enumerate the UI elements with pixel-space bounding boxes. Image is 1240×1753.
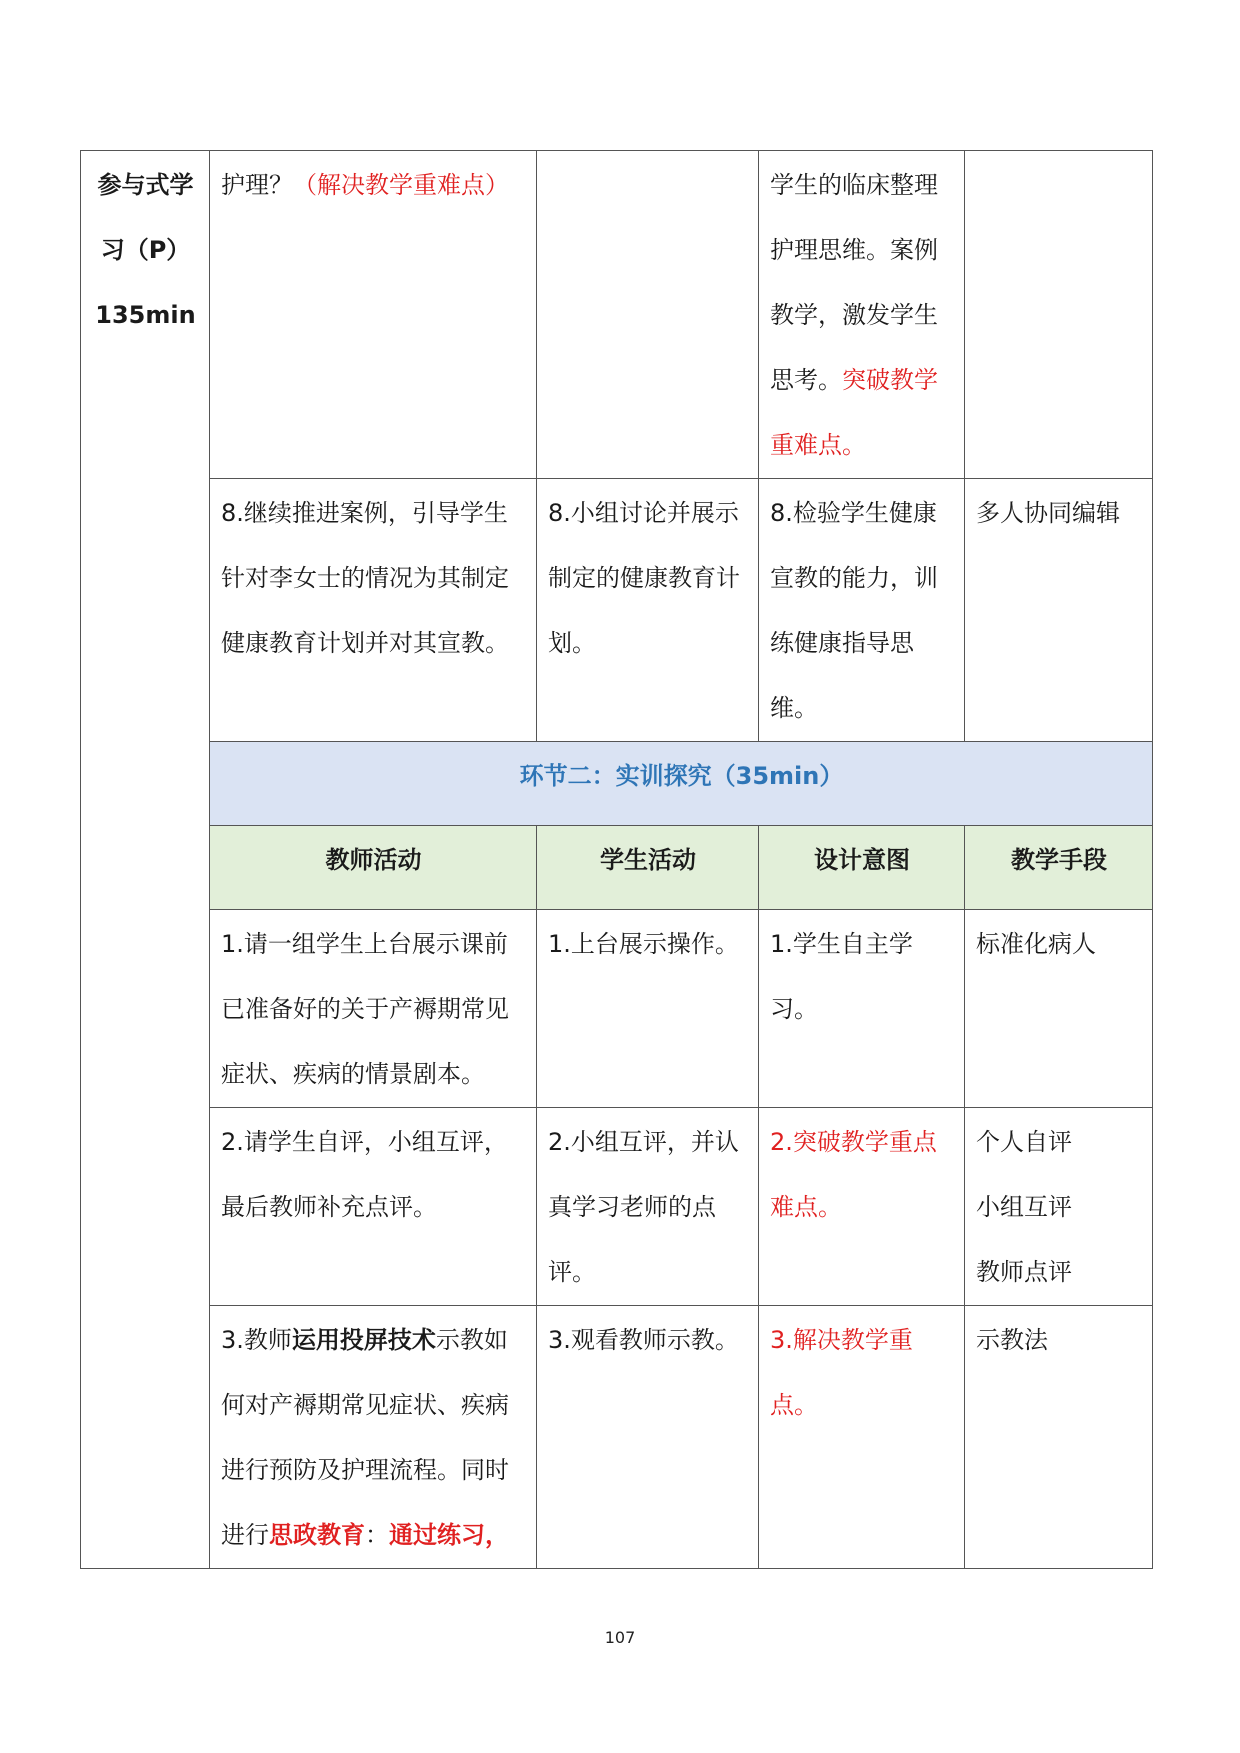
design-intent-cell: 2.突破教学重点难点。 — [759, 1108, 965, 1306]
student-activity-cell: 3.观看教师示教。 — [537, 1306, 759, 1569]
teacher-activity-cell: 8.继续推进案例，引导学生针对李女士的情况为其制定健康教育计划并对其宣教。 — [210, 479, 537, 742]
text-run: ： — [365, 1521, 389, 1549]
teaching-means-cell: 多人协同编辑 — [965, 479, 1153, 742]
header-row — [81, 826, 1153, 910]
text-run: （解决教学重难点） — [293, 171, 509, 199]
text-run: 通过练习， — [389, 1521, 509, 1549]
text-run: 3.教师 — [221, 1326, 292, 1354]
design-intent-cell: 1.学生自主学习。 — [759, 910, 965, 1108]
table-row — [81, 151, 1153, 479]
header-student-activity: 学生活动 — [537, 826, 759, 910]
design-intent-cell: 3.解决教学重点。 — [759, 1306, 965, 1569]
student-activity-cell: 8.小组讨论并展示制定的健康教育计划。 — [537, 479, 759, 742]
text-run: 思政教育 — [269, 1521, 365, 1549]
student-activity-cell — [537, 151, 759, 479]
header-teacher-activity: 教师活动 — [210, 826, 537, 910]
text-run: 运用投屏技术 — [291, 1326, 436, 1354]
text-run: 学生的临床整理护理思维。案例教学，激发学生思考。 — [770, 171, 938, 394]
teaching-means-cell: 示教法 — [965, 1306, 1153, 1569]
design-intent-cell — [759, 151, 965, 479]
header-teaching-means: 教学手段 — [965, 826, 1153, 910]
teaching-means-cell — [965, 151, 1153, 479]
teacher-activity-cell: 2.请学生自评，小组互评，最后教师补充点评。 — [210, 1108, 537, 1306]
lesson-plan-table — [80, 150, 1153, 1569]
design-intent-cell: 8.检验学生健康宣教的能力，训练健康指导思维。 — [759, 479, 965, 742]
section-title: 环节二：实训探究（35min） — [210, 742, 1153, 826]
student-activity-cell: 1.上台展示操作。 — [537, 910, 759, 1108]
table-row — [81, 479, 1153, 742]
teaching-means-cell: 个人自评 小组互评 教师点评 — [965, 1108, 1153, 1306]
text-run: 护理？ — [221, 171, 293, 199]
student-activity-cell: 2.小组互评，并认真学习老师的点评。 — [537, 1108, 759, 1306]
section-row — [81, 742, 1153, 826]
table-row — [81, 1306, 1153, 1569]
table-row — [81, 910, 1153, 1108]
table-row — [81, 1108, 1153, 1306]
teacher-activity-cell — [210, 151, 537, 479]
teacher-activity-cell: 1.请一组学生上台展示课前已准备好的关于产褥期常见症状、疾病的情景剧本。 — [210, 910, 537, 1108]
text-run: 突破教学重难点。 — [770, 366, 938, 459]
text-run: 示教如何对产褥期常见症状、疾病进行预防及护理流程。同时进行 — [221, 1326, 509, 1549]
header-design-intent: 设计意图 — [759, 826, 965, 910]
stage-label: 参与式学 习（P） 135min — [81, 151, 210, 1569]
teaching-means-cell: 标准化病人 — [965, 910, 1153, 1108]
teacher-activity-cell — [210, 1306, 537, 1569]
page-number: 107 — [604, 1628, 636, 1647]
